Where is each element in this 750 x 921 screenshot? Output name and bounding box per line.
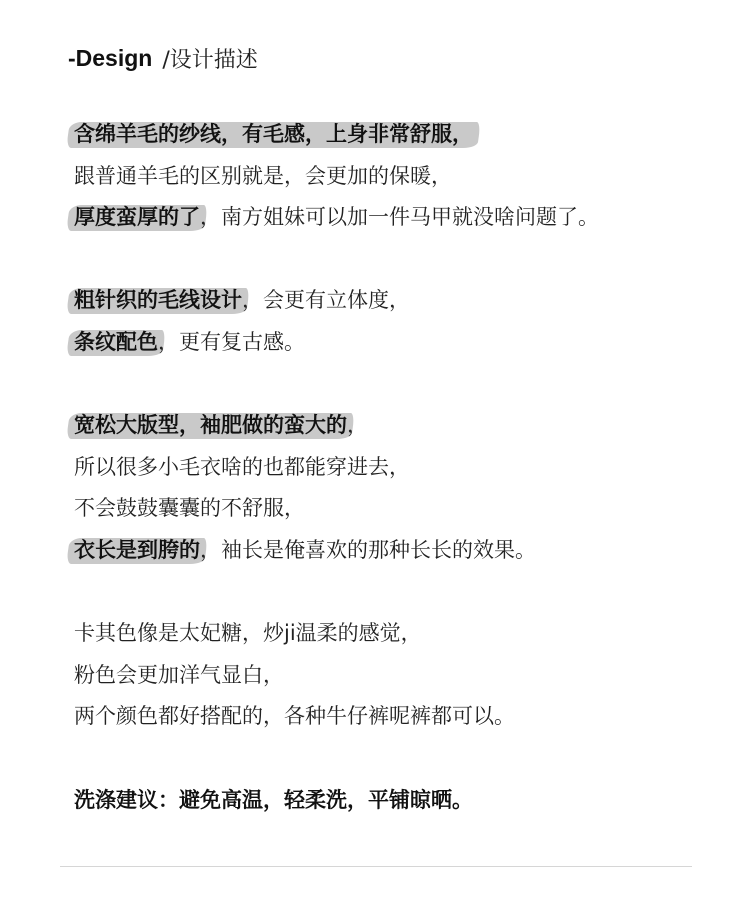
plain-text: 粉色会更加洋气显白， — [74, 663, 284, 687]
text-line — [74, 284, 410, 316]
header-title-cn: /设计描述 — [162, 47, 258, 73]
plain-text: 不会鼓鼓囊囊的不舒服， — [74, 496, 305, 520]
section-header — [68, 40, 258, 76]
wash-instructions: 洗涤建议：避免高温，轻柔洗，平铺晾晒。 — [74, 788, 473, 812]
text-line — [74, 492, 305, 524]
text-line — [74, 700, 515, 732]
text-line — [74, 617, 422, 649]
header-title-en: -Design — [68, 44, 153, 71]
text-line — [74, 409, 368, 441]
plain-text: ，会更有立体度， — [242, 288, 410, 312]
plain-text: ，更有复古感。 — [158, 330, 305, 354]
plain-text: ， — [347, 413, 368, 437]
plain-text: ，南方姐妹可以加一件马甲就没啥问题了。 — [200, 205, 599, 229]
highlighted-text: 条纹配色 — [74, 326, 158, 358]
highlighted-text: 宽松大版型，袖肥做的蛮大的 — [74, 409, 347, 441]
text-line — [74, 201, 599, 233]
text-line — [74, 451, 410, 483]
plain-text: 跟普通羊毛的区别就是，会更加的保暖， — [74, 164, 452, 188]
bottom-divider — [60, 866, 692, 867]
plain-text: 两个颜色都好搭配的，各种牛仔裤呢裤都可以。 — [74, 704, 515, 728]
plain-text: 卡其色像是太妃糖，炒ji温柔的感觉， — [74, 621, 422, 645]
text-line — [74, 784, 473, 816]
highlighted-text: 衣长是到胯的 — [74, 534, 200, 566]
highlighted-text: 粗针织的毛线设计 — [74, 284, 242, 316]
text-line — [74, 534, 536, 566]
plain-text: 所以很多小毛衣啥的也都能穿进去， — [74, 455, 410, 479]
text-line — [74, 118, 473, 150]
highlighted-text: 厚度蛮厚的了 — [74, 201, 200, 233]
plain-text: ，袖长是俺喜欢的那种长长的效果。 — [200, 538, 536, 562]
highlighted-text: 含绵羊毛的纱线，有毛感，上身非常舒服， — [74, 118, 473, 150]
text-line — [74, 326, 305, 358]
text-line — [74, 659, 284, 691]
text-line — [74, 160, 452, 192]
